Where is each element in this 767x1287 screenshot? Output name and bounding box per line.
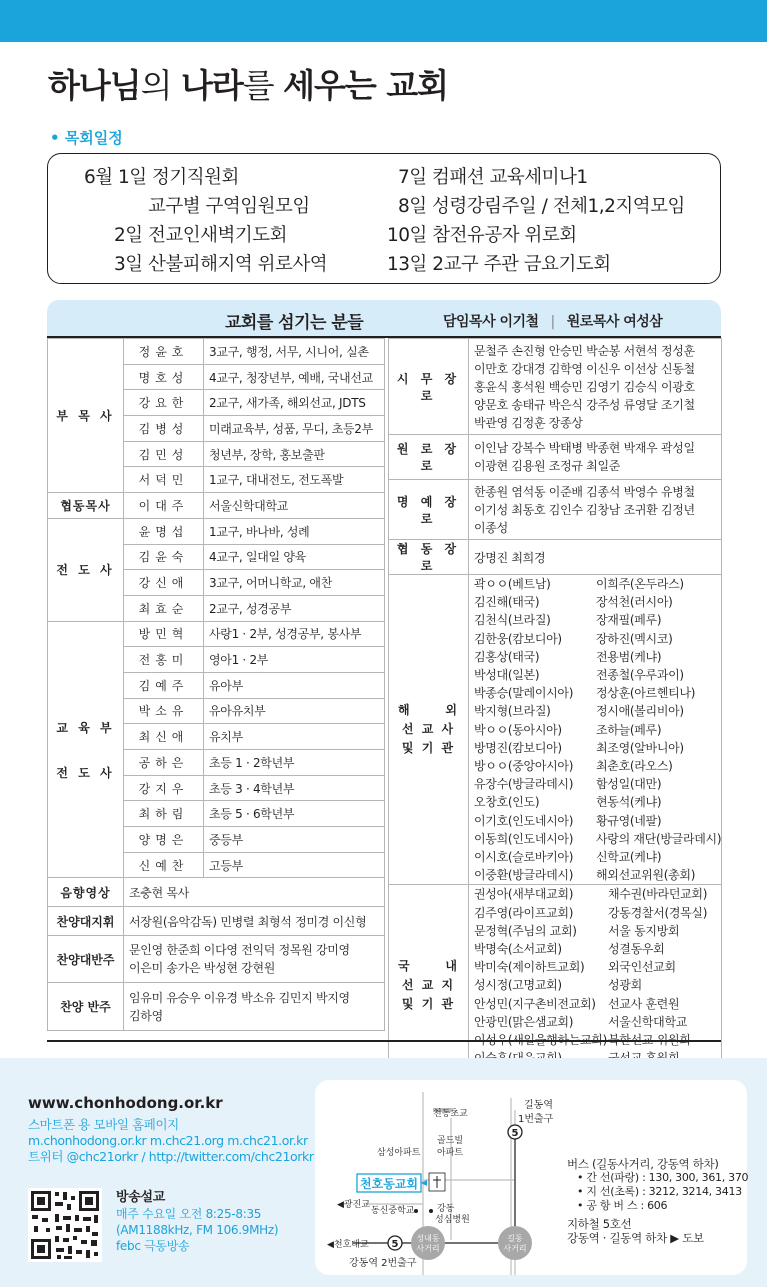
staff-name: 공하은 bbox=[124, 750, 204, 776]
emeritus-elders-list: 이인남 강복수 박태병 박종현 박재우 곽성일 이광현 김용원 조정규 최일준 bbox=[469, 435, 722, 480]
staff-name: 김병성 bbox=[124, 416, 204, 442]
mobile-info bbox=[28, 1117, 314, 1165]
category-label: 협 동 장 로 bbox=[389, 540, 469, 575]
list-item: 조하늘(페루) bbox=[596, 722, 662, 737]
list-item: 박ㅇㅇ(동아시아) bbox=[474, 722, 562, 737]
staff-role: 유아부 bbox=[204, 672, 385, 698]
schedule-item: 교구별 구역임원모임 bbox=[148, 196, 310, 217]
list-item: 전용범(케냐) bbox=[596, 649, 662, 664]
church-label: 천호동교회 bbox=[360, 1177, 418, 1191]
staff-role: 고등부 bbox=[204, 852, 385, 878]
list-item: 서울 동지방회 bbox=[608, 923, 680, 938]
list-item: 김한웅(캄보디아) bbox=[474, 631, 562, 646]
staff-name: 최효순 bbox=[124, 595, 204, 621]
map-label: 성심병원 bbox=[435, 1215, 470, 1225]
intersection-marker bbox=[411, 1226, 445, 1260]
category-label: 명 예 장 로 bbox=[389, 480, 469, 540]
map-label: 성내동 bbox=[416, 1234, 440, 1243]
subway-title: 지하철 5호선 bbox=[567, 1217, 632, 1231]
list-item: 이중환(방글라데시) bbox=[474, 868, 574, 883]
list-item: 함성일(대만) bbox=[596, 777, 662, 792]
list-item: 오창호(인도) bbox=[474, 795, 540, 810]
list-item: 정상훈(아르헨티나) bbox=[596, 686, 696, 701]
staff-role: 사랑1 · 2부, 성경공부, 봉사부 bbox=[204, 621, 385, 647]
location-map bbox=[315, 1080, 565, 1275]
list-item: 안광민(맑은샘교회) bbox=[474, 1014, 574, 1029]
list-item: 서울신학대학교 bbox=[608, 1014, 688, 1029]
staff-name: 정윤호 bbox=[124, 339, 204, 365]
list-item: 문정혁(주님의 교회) bbox=[474, 923, 577, 938]
list-item: 강동경찰서(경목실) bbox=[608, 905, 708, 920]
list-item: 김주영(라이프교회) bbox=[474, 905, 574, 920]
staff-role: 3교구, 행정, 서무, 시니어, 실촌 bbox=[204, 339, 385, 365]
list-item: 장하진(멕시코) bbox=[596, 631, 673, 646]
list-item: 박지형(브라질) bbox=[474, 704, 551, 719]
staff-role: 4교구, 청장년부, 예배, 국내선교 bbox=[204, 364, 385, 390]
category-label: 협동목사 bbox=[48, 493, 124, 519]
staff-role: 2교구, 성경공부 bbox=[204, 595, 385, 621]
schedule-item: 7일 컴패션 교육세미나1 bbox=[398, 167, 588, 188]
staff-name: 김윤숙 bbox=[124, 544, 204, 570]
overseas-right-column bbox=[596, 575, 721, 884]
label-line: 및 기 관 bbox=[401, 741, 456, 756]
staff-role: 1교구, 바나바, 성례 bbox=[204, 518, 385, 544]
label-line: 선 교 지 bbox=[401, 978, 456, 993]
list-item: 신학교(케냐) bbox=[596, 850, 662, 865]
staff-name: 전홍미 bbox=[124, 647, 204, 673]
bus-airport: • 공 항 버 스 : 606 bbox=[577, 1199, 668, 1212]
honorary-elders-list: 한종원 염석동 이준배 김종석 박영수 유병철 이기성 최동호 김인수 김창남 조귀환 김정년 이종성 bbox=[469, 480, 722, 540]
map-label: 강동 bbox=[437, 1204, 455, 1214]
list-item: 안성민(지구촌비전교회) bbox=[474, 996, 596, 1011]
list-item: 이기호(인도네시아) bbox=[474, 813, 574, 828]
music-value: 서장원(음악감독) 민병렬 최형석 정미경 이신형 bbox=[124, 907, 385, 936]
intersection-marker bbox=[498, 1226, 532, 1260]
list-item: 곽ㅇㅇ(베트남) bbox=[474, 577, 551, 591]
staff-name: 최하림 bbox=[124, 801, 204, 827]
mobile-title: 스마트폰 용 모바일 홈페이지 bbox=[28, 1117, 179, 1132]
qr-code-icon bbox=[28, 1188, 102, 1262]
domestic-right-column bbox=[608, 885, 707, 1085]
staff-name: 서덕민 bbox=[124, 467, 204, 493]
overseas-left-column bbox=[474, 575, 596, 884]
category-label: 찬양대반주 bbox=[48, 936, 124, 983]
list-item: 외국인선교회 bbox=[608, 960, 676, 975]
staff-header bbox=[47, 300, 721, 336]
list-item: 성광회 bbox=[608, 978, 642, 993]
label-char: 외 bbox=[445, 703, 459, 718]
schedule-item: 10일 참전유공자 위로회 bbox=[387, 225, 577, 246]
category-label: 찬양대지휘 bbox=[48, 907, 124, 936]
pointer-icon bbox=[421, 1180, 427, 1186]
list-item: 이희주(온두라스) bbox=[596, 577, 684, 591]
broadcast-title: 방송설교 bbox=[116, 1190, 166, 1205]
bus-branch: • 지 선(초록) : 3212, 3214, 3413 bbox=[577, 1185, 742, 1198]
schedule-section-title: • 목회일정 bbox=[50, 129, 123, 147]
list-item: 박미숙(제이하트교회) bbox=[474, 960, 585, 975]
list-item: 정시애(볼리비아) bbox=[596, 704, 684, 719]
staff-name: 강신애 bbox=[124, 570, 204, 596]
label-line: 선 교 사 bbox=[401, 722, 456, 737]
broadcast-station: febc 극동방송 bbox=[116, 1239, 190, 1253]
category-label: 전 도 사 bbox=[48, 518, 124, 621]
category-label-overseas bbox=[389, 575, 469, 885]
label-char: 내 bbox=[445, 959, 459, 974]
emeritus-pastor: 원로목사 여성삼 bbox=[566, 314, 663, 330]
subway-exit-number: 5 bbox=[511, 1128, 519, 1139]
list-item: 박명숙(소서교회) bbox=[474, 942, 562, 957]
label-char: 해 bbox=[398, 703, 412, 718]
map-label: 동신중학교 bbox=[371, 1206, 415, 1216]
coop-elders-list: 강명진 최희경 bbox=[469, 540, 722, 575]
music-value: 임유미 유승우 이유경 박소유 김민지 박지영 김하영 bbox=[124, 983, 385, 1031]
bus-title: 버스 (길동사거리, 강동역 하차) bbox=[567, 1157, 719, 1171]
list-item: 권성아(새부대교회) bbox=[474, 887, 574, 902]
mobile-urls[interactable]: m.chonhodong.or.kr m.chc21.org m.chc21.or.kr bbox=[28, 1133, 308, 1148]
staff-name: 강요한 bbox=[124, 390, 204, 416]
category-label: 원 로 장 로 bbox=[389, 435, 469, 480]
map-label: 사거리 bbox=[503, 1244, 527, 1253]
map-label: ◀광진교 bbox=[337, 1200, 371, 1210]
senior-pastors: 담임목사 이기철 | 원로목사 여성삼 bbox=[443, 314, 663, 330]
list-item: 방명진(캄보디아) bbox=[474, 740, 562, 755]
category-label: 찬양 반주 bbox=[48, 983, 124, 1031]
staff-role: 유치부 bbox=[204, 724, 385, 750]
staff-table-right bbox=[388, 338, 722, 1087]
staff-role: 1교구, 대내전도, 전도폭발 bbox=[204, 467, 385, 493]
staff-name: 윤명섭 bbox=[124, 518, 204, 544]
staff-name: 이대주 bbox=[124, 493, 204, 519]
list-item: 박종승(말레이시아) bbox=[474, 686, 574, 701]
staff-role: 3교구, 어머니학교, 애찬 bbox=[204, 570, 385, 596]
senior-pastor: 담임목사 이기철 bbox=[443, 314, 539, 330]
subway-info: 강동역 · 길동역 하차 ▶ 도보 bbox=[567, 1231, 704, 1245]
domestic-left-column bbox=[474, 885, 608, 1085]
staff-name: 최신애 bbox=[124, 724, 204, 750]
staff-role: 서울신학대학교 bbox=[204, 493, 385, 519]
list-item: 방ㅇㅇ(중앙아시아) bbox=[474, 759, 574, 774]
category-label: 부 목 사 bbox=[48, 339, 124, 493]
category-label-line1: 교 육 부 bbox=[56, 720, 115, 735]
map-label: ◀천호대교 bbox=[327, 1240, 369, 1250]
staff-table-left bbox=[47, 338, 385, 1031]
map-label: 사거리 bbox=[416, 1244, 440, 1253]
staff-role: 초등 3 · 4학년부 bbox=[204, 775, 385, 801]
map-label: 천동초교 bbox=[433, 1109, 468, 1119]
list-item: 현동석(케냐) bbox=[596, 795, 662, 810]
broadcast-info bbox=[116, 1190, 278, 1254]
map-label: 골드빌 bbox=[437, 1136, 464, 1146]
list-item: 해외선교위원(총회) bbox=[596, 868, 696, 883]
list-item: 박성대(일본) bbox=[474, 668, 540, 683]
elders-list: 문철주 손진형 안승민 박순봉 서현석 정성훈 이만호 강대경 김학영 이신우 이선상 신동철 홍윤식 홍석원 백승민 김영기 김승식 이광호 양문호 송태규 박은식 강주성 류영달 조기철 박관영 김정훈 장종상 bbox=[469, 339, 722, 435]
list-item: 북한선교 위원회 bbox=[608, 1033, 691, 1048]
music-value: 문인영 한준희 이다영 전익덕 정목원 강미영 이은미 송가은 박성현 강현원 bbox=[124, 936, 385, 983]
list-item: 이시호(슬로바키아) bbox=[474, 850, 574, 865]
schedule-item: 13일 2교구 주관 금요기도회 bbox=[387, 254, 611, 275]
category-label: 음향영상 bbox=[48, 878, 124, 907]
list-item: 선교사 훈련원 bbox=[608, 996, 680, 1011]
staff-role: 영아1 · 2부 bbox=[204, 647, 385, 673]
staff-name: 양명은 bbox=[124, 827, 204, 853]
staff-name: 방민혁 bbox=[124, 621, 204, 647]
label-line: 및 기 관 bbox=[401, 997, 456, 1012]
schedule-item: 8일 성령강림주일 / 전체1,2지역모임 bbox=[398, 196, 685, 217]
staff-role: 미래교육부, 성품, 무디, 초등2부 bbox=[204, 416, 385, 442]
schedule-item: 2일 전교인새벽기도회 bbox=[114, 225, 287, 246]
map-label: 1번출구 bbox=[518, 1114, 554, 1125]
list-item: 장석천(러시아) bbox=[596, 595, 673, 610]
list-item: 성시정(고명교회) bbox=[474, 978, 562, 993]
category-label-line2: 전 도 사 bbox=[56, 765, 115, 780]
staff-role: 초등 1 · 2학년부 bbox=[204, 750, 385, 776]
list-item: 이동희(인도네시아) bbox=[474, 831, 574, 846]
label-char: 국 bbox=[398, 959, 412, 974]
staff-name: 박소유 bbox=[124, 698, 204, 724]
map-label: 길동 bbox=[507, 1234, 523, 1243]
transport-info bbox=[567, 1157, 748, 1245]
category-label-domestic bbox=[389, 885, 469, 1086]
list-item: 최춘호(라오스) bbox=[596, 759, 673, 774]
map-label: 아파트 bbox=[437, 1148, 464, 1158]
list-item: 김천식(브라질) bbox=[474, 613, 551, 628]
list-item: 성결동우회 bbox=[608, 942, 665, 957]
staff-name: 김민성 bbox=[124, 441, 204, 467]
overseas-missionaries bbox=[469, 575, 722, 885]
list-item: 이성우(새일을행하는교회) bbox=[474, 1033, 607, 1048]
music-value: 조충현 목사 bbox=[124, 878, 385, 907]
list-item: 황규영(네팔) bbox=[596, 813, 662, 828]
list-item: 김진해(태국) bbox=[474, 595, 540, 610]
subway-exit-number: 5 bbox=[391, 1239, 399, 1250]
staff-name: 신예찬 bbox=[124, 852, 204, 878]
list-item: 유장수(방글라데시) bbox=[474, 777, 574, 792]
broadcast-time: 매주 수요일 오전 8:25-8:35 bbox=[116, 1207, 262, 1221]
staff-role: 청년부, 장학, 홍보출판 bbox=[204, 441, 385, 467]
category-label bbox=[48, 621, 124, 878]
page-headline: 하나님의 나라를 세우는 교회 bbox=[48, 66, 449, 105]
staff-name: 명호성 bbox=[124, 364, 204, 390]
schedule-box bbox=[47, 153, 721, 284]
map-label: 길동역 bbox=[524, 1100, 553, 1111]
map-label: 강동역 2번출구 bbox=[349, 1258, 417, 1269]
list-item: 채수권(바라던교회) bbox=[608, 887, 708, 902]
list-item: 최조영(알바니아) bbox=[596, 740, 684, 755]
domestic-missions bbox=[469, 885, 722, 1086]
staff-role: 초등 5 · 6학년부 bbox=[204, 801, 385, 827]
schedule-item: 6월 1일 정기직원회 bbox=[84, 167, 239, 188]
list-item: 사랑의 재단(방글라데시) bbox=[596, 831, 722, 846]
map-label: 삼성아파트 bbox=[377, 1148, 421, 1158]
top-color-bar bbox=[0, 0, 767, 42]
category-label: 시 무 장 로 bbox=[389, 339, 469, 435]
twitter-link[interactable]: 트위터 @chc21orkr / http://twitter.com/chc21orkr bbox=[28, 1149, 314, 1164]
website-link[interactable]: www.chonhodong.or.kr bbox=[28, 1094, 223, 1112]
list-item: 장재필(페루) bbox=[596, 613, 662, 628]
staff-role: 2교구, 새가족, 해외선교, JDTS bbox=[204, 390, 385, 416]
schedule-item: 3일 산불피해지역 위로사역 bbox=[114, 254, 328, 275]
list-item: 김홍상(태국) bbox=[474, 649, 540, 664]
staff-title: 교회를 섬기는 분들 bbox=[225, 313, 364, 333]
staff-name: 강지우 bbox=[124, 775, 204, 801]
broadcast-frequency: (AM1188kHz, FM 106.9MHz) bbox=[116, 1223, 279, 1237]
bus-trunk: • 간 선(파랑) : 130, 300, 361, 370 bbox=[577, 1171, 749, 1184]
list-item: 전종철(우루과이) bbox=[596, 668, 684, 683]
staff-role: 4교구, 일대일 양육 bbox=[204, 544, 385, 570]
staff-name: 김예주 bbox=[124, 672, 204, 698]
staff-role: 중등부 bbox=[204, 827, 385, 853]
staff-role: 유아유치부 bbox=[204, 698, 385, 724]
